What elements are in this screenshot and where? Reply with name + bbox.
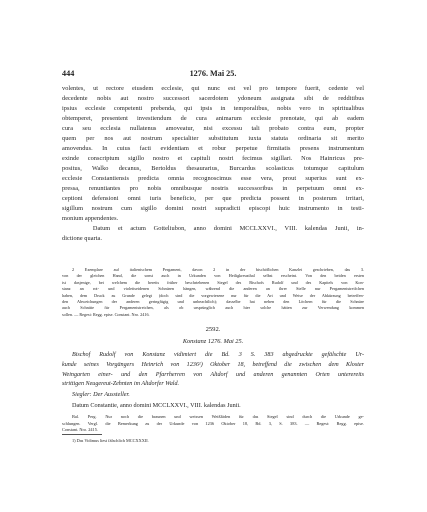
main-text-line: ecclesie Constantiensis predicta omnia recognoscimus esse vera, prout superius sunt ex- bbox=[62, 175, 364, 182]
main-text-line: ipsius ecclesie competenti prebenda, qui ipsis in temporalibus, nobis vero in spiritualibus bbox=[62, 105, 364, 112]
dating-line: Datum Constantie, anno domini MCCLXXVI., VIII. kalendas Junii. bbox=[72, 402, 241, 409]
note-line: stanz an rot- und violettseidenen Schnüren hängen, während die anderen an ihrer Stelle nur Pergamentstreifchen bbox=[62, 286, 364, 292]
editorial-note bbox=[62, 267, 364, 318]
main-text-line: sigillum nostrum cum sigillo domini nostri supradicti episcopi huic instrumento in testi- bbox=[62, 205, 364, 212]
main-text-line: decedente nobis aut nostro successori sacerdotem ydoneum assignata sibi de redditibus bbox=[62, 95, 364, 102]
document-number: 2592. bbox=[205, 326, 221, 333]
note-line: 2 Exemplare auf italienischem Pergament, davon 2 in der bischöflichen Kanzlei geschrieben, das 3. bbox=[72, 267, 364, 272]
main-text-line: positus, Walko decanus, Bertoldus thesaurarius, Burcardus scolasticus totumque capitulum bbox=[62, 165, 364, 172]
main-text-line: amovendus. In cuius facti evidentiam et robur perpetue firmitatis presens instrumentum bbox=[62, 145, 364, 152]
document-summary bbox=[62, 351, 364, 390]
main-text-line: dictione quarta. bbox=[62, 235, 102, 242]
footnote-rule bbox=[62, 434, 102, 435]
sealer-line: Siegler: Der Aussteller. bbox=[72, 391, 130, 398]
note-line: sollen. — Regest: Regg. epise. Constant. Nro. 2416. bbox=[62, 311, 150, 317]
main-text bbox=[62, 84, 364, 244]
note-line: ist dasjenige, bei welchem die bereits früher beschriebenen Siegel des Bischofs Rudolf und des Kapitels von Kon- bbox=[62, 279, 364, 285]
main-text-line: exinde conscriptum sigillo nostro et capituli nostri fecimus sigillari. Nos Hainricus pre- bbox=[62, 155, 364, 162]
summary-line: strittigen Neugereut-Zehnten im Altdorfer Wald. bbox=[62, 381, 180, 388]
summary-line: Weingarten einer- und den Pfarrherren von Altdorf und anderen genannten Orten unterereits bbox=[62, 371, 364, 378]
main-text-line: monium appendentes. bbox=[62, 215, 119, 222]
main-text-line: obtemperet, presentent investiendum de cura animarum ecclesie prenotate, qui ab eadem bbox=[62, 115, 364, 122]
note-line: den Abweichungen der anderen geringfügig und unbeachtlich); dasselbe hat neben den Löchern für die Schnüre bbox=[62, 299, 364, 305]
note-line: von der gleichen Hand, die sonst auch in Urkunden von Heiligkreuzthal selbst erscheint. Von den beiden ersten bbox=[62, 273, 364, 279]
original-description bbox=[62, 414, 364, 434]
original-line: Bal. Perg. Nur noch die braunen und weissen Weißfäden für das Siegel sind durch die Urkunde ge- bbox=[72, 414, 364, 419]
place-date: Konstanz 1276. Mai 25. bbox=[182, 338, 244, 345]
main-text-line: pressa, renuntiantes pro nobis omnibusque nostris successoribus in perpetuum omni ex- bbox=[62, 185, 364, 192]
page-number: 444 bbox=[62, 69, 75, 78]
summary-line: kunde seines Vorgängers Heinrich von 1236¹) Oktober 18, betreffend die zwischen dem Kloster bbox=[62, 361, 364, 368]
main-text-line: quem per nos aut nostrum specialiter substitutum iuxta statuta ordinaria sit merito bbox=[62, 135, 364, 142]
note-line: haben, dem Druck zu Grunde gelegt (doch sind die vorgewiesene nur für die Art und Weise der Abkürzung betreffen- bbox=[62, 292, 364, 298]
main-text-line: volentes, ut rectore eiusdem ecclesie, qui nunc est vel pro tempore fuerit, cedente vel bbox=[62, 85, 364, 92]
original-line: Constant. Nro. 2415. bbox=[62, 427, 98, 433]
header-date: 1276. Mai 25. bbox=[189, 69, 237, 78]
main-text-line: Datum et actum Gotteliubon, anno domini MCCLXXVI., VIII. kalendas Junii, in- bbox=[62, 225, 364, 232]
original-line: schlungen. Vergl. die Bemerkung zu der Urkunde von 1236 Oktober 18, Bd. 3, S. 383. — Regest: Regg. epise. bbox=[62, 420, 364, 426]
footnote: 1) Das Vidimus liest fälschlich MCCXXXII. bbox=[72, 438, 149, 443]
running-header bbox=[62, 69, 364, 81]
main-text-line: cura seu ecclesia nullatenus amoveatur, nisi excessu tali probato contra eum, propter bbox=[62, 125, 364, 132]
summary-line: Bischof Rudolf von Konstanz vidimiert die Bd. 3 S. 383 abgedruckte gefälschte Ur- bbox=[72, 352, 364, 358]
main-text-line: ceptioni defensioni omni iuris beneficio, per que predicta possent in posterum irritari, bbox=[62, 195, 364, 202]
note-line: auch Schnitte für Pergamentstreichen, als ob ursprünglich auch hier solche hätten zur Verwendung kommen bbox=[62, 305, 364, 311]
